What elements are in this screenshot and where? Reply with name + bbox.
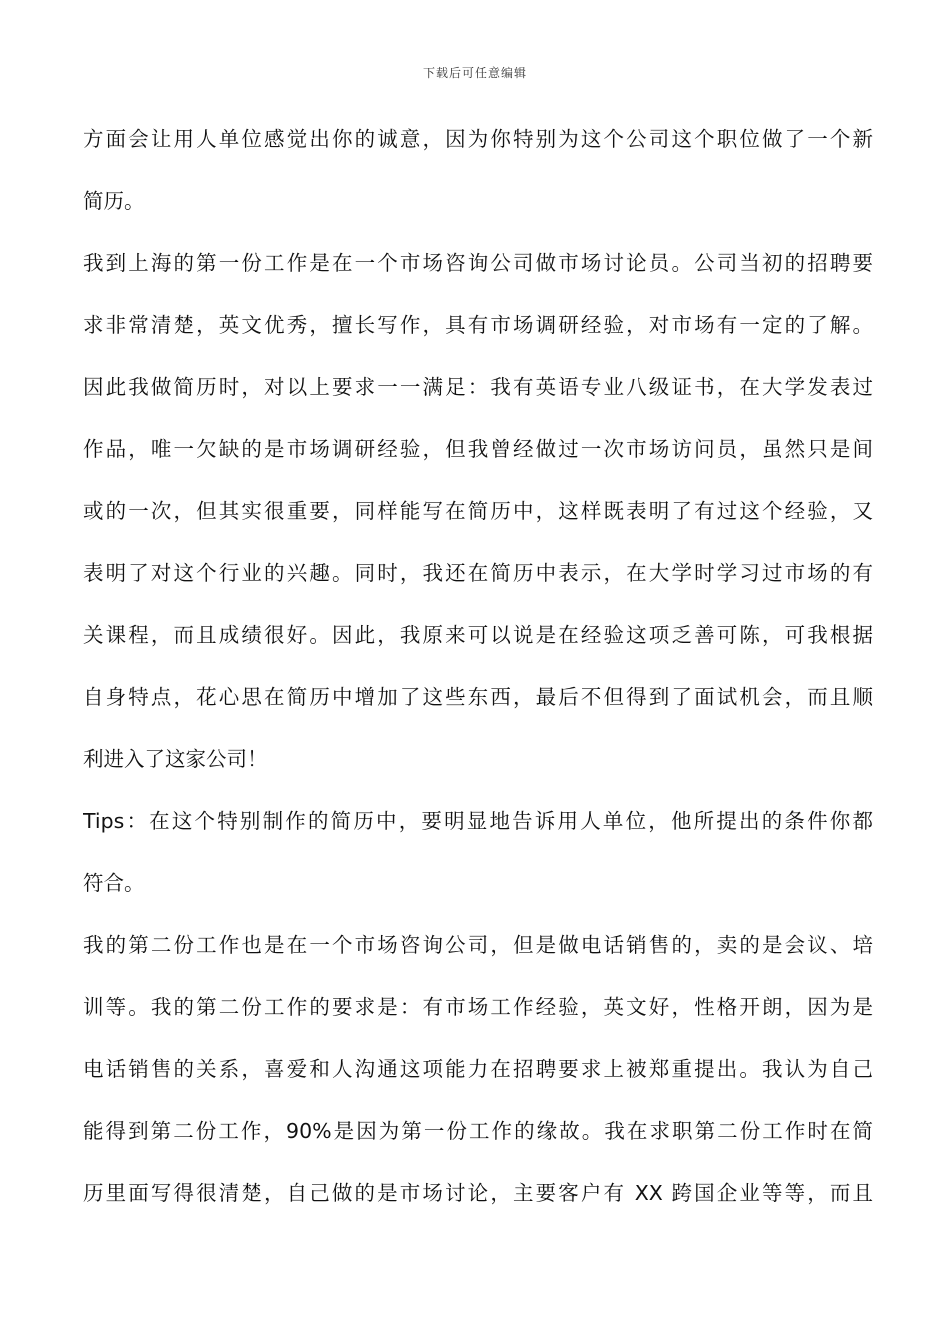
text-line: 因此我做简历时，对以上要求一一满足：我有英语专业八级证书，在大学发表过 <box>83 375 873 399</box>
text-line: 能得到第二份工作，90%是因为第一份工作的缘故。我在求职第二份工作时在简 <box>83 1119 873 1143</box>
text-line: 利进入了这家公司！ <box>83 747 268 771</box>
body-text <box>83 108 873 1224</box>
text-line: 符合。 <box>83 871 145 895</box>
text-line: 自身特点，花心思在简历中增加了这些东西，最后不但得到了面试机会，而且顺 <box>83 685 873 709</box>
text-line: 作品，唯一欠缺的是市场调研经验，但我曾经做过一次市场访问员，虽然只是间 <box>83 437 873 461</box>
text-line: 或的一次，但其实很重要，同样能写在简历中，这样既表明了有过这个经验，又 <box>83 499 873 523</box>
text-line: 我的第二份工作也是在一个市场咨询公司，但是做电话销售的，卖的是会议、培 <box>83 933 873 957</box>
text-line: 求非常清楚，英文优秀，擅长写作，具有市场调研经验，对市场有一定的了解。 <box>83 313 873 337</box>
text-line: 训等。我的第二份工作的要求是：有市场工作经验，英文好，性格开朗，因为是 <box>83 995 873 1019</box>
text-line: 方面会让用人单位感觉出你的诚意，因为你特别为这个公司这个职位做了一个新 <box>83 127 873 151</box>
text-line: 电话销售的关系，喜爱和人沟通这项能力在招聘要求上被郑重提出。我认为自己 <box>83 1057 873 1081</box>
text-line: 简历。 <box>83 189 145 213</box>
text-line: Tips：在这个特别制作的简历中，要明显地告诉用人单位，他所提出的条件你都 <box>83 809 873 833</box>
text-line: 历里面写得很清楚，自己做的是市场讨论，主要客户有 XX 跨国企业等等，而且 <box>83 1181 873 1205</box>
page-header: 下载后可任意编辑 <box>422 66 527 80</box>
text-line: 关课程，而且成绩很好。因此，我原来可以说是在经验这项乏善可陈，可我根据 <box>83 623 873 647</box>
text-line: 表明了对这个行业的兴趣。同时，我还在简历中表示，在大学时学习过市场的有 <box>83 561 873 585</box>
text-line: 我到上海的第一份工作是在一个市场咨询公司做市场讨论员。公司当初的招聘要 <box>83 251 873 275</box>
